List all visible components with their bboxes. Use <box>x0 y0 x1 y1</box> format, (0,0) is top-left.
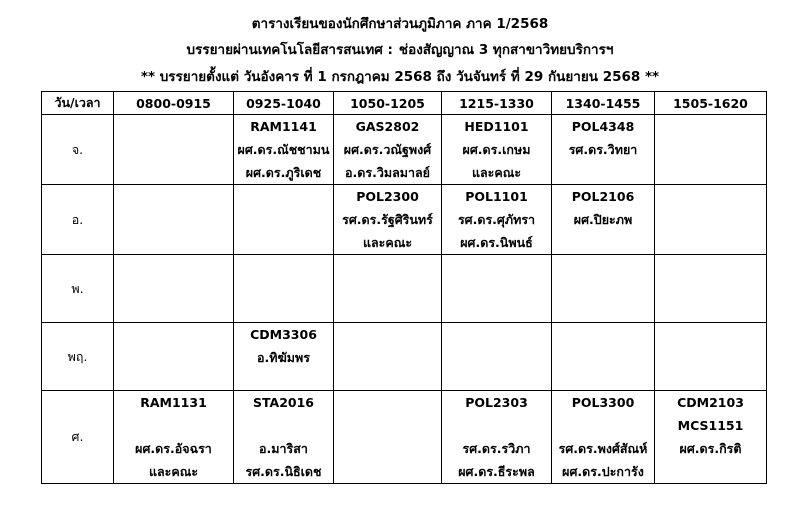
cell-text-line: รศ.ดร.ศุภัทรา <box>457 212 536 227</box>
time-header: 0800-0915 <box>114 92 234 115</box>
course-code: GAS2802 <box>355 119 420 134</box>
course-code: RAM1131 <box>140 395 207 410</box>
cell-text-line: ผศ.ดร.อัจฉรา <box>135 441 212 456</box>
course-code: POL2300 <box>356 189 419 204</box>
date-range-note: ** บรรยายตั้งแต่ วันอังคาร ที่ 1 กรกฎาคม 2568 ถึง วันจันทร์ ที่ 29 กันยายน 2568 ** <box>140 69 660 85</box>
time-header: 0925-1040 <box>234 92 334 115</box>
cell-text-line: อ.ดร.วิมลมาลย์ <box>345 165 430 180</box>
schedule-cell <box>334 323 442 391</box>
time-header: 1340-1455 <box>552 92 655 115</box>
schedule-cell <box>234 115 334 185</box>
schedule-cell <box>552 185 655 255</box>
schedule-cell <box>655 323 767 391</box>
schedule-cell <box>552 115 655 185</box>
day-row <box>42 115 767 185</box>
schedule-cell <box>442 391 552 484</box>
schedule-cell <box>114 323 234 391</box>
schedule-cell <box>114 185 234 255</box>
cell-text-line: ผศ.ดร.นิพนธ์ <box>460 235 533 250</box>
cell-text-line: และคณะ <box>471 165 522 180</box>
course-code: CDM2103 <box>677 395 744 410</box>
channel-value: ช่องสัญญาณ 3 ทุกสาขาวิทยบริการฯ <box>398 42 614 58</box>
schedule-cell <box>552 255 655 323</box>
schedule-cell <box>334 115 442 185</box>
cell-text-line: ผศ.ดร.ปะการัง <box>562 464 644 479</box>
time-header: 1215-1330 <box>442 92 552 115</box>
schedule-cell <box>442 323 552 391</box>
schedule-cell <box>552 391 655 484</box>
page-title: ตารางเรียนของนักศึกษาส่วนภูมิภาค ภาค 1/2568 <box>251 16 549 32</box>
cell-text-line: อ.มาริสา <box>259 441 308 456</box>
schedule-cell <box>334 391 442 484</box>
course-code: POL2303 <box>465 395 528 410</box>
schedule-cell <box>655 391 767 484</box>
schedule-cell <box>114 391 234 484</box>
schedule-cell <box>234 185 334 255</box>
broadcast-channel-line <box>0 38 800 60</box>
schedule-cell <box>234 391 334 484</box>
schedule-cell <box>114 255 234 323</box>
cell-text-line <box>552 414 654 437</box>
time-header: 1050-1205 <box>334 92 442 115</box>
cell-text-line: รศ.ดร.พงศ์สัณห์ <box>558 441 648 456</box>
day-row <box>42 391 767 484</box>
course-code: RAM1141 <box>250 119 317 134</box>
cell-text-line: ผศ.ดร.กิรติ <box>679 441 742 456</box>
cell-text-line: ผศ.ดร.ธีระพล <box>458 464 535 479</box>
day-label: จ. <box>42 115 114 185</box>
header-row <box>42 92 767 115</box>
schedule-cell <box>442 185 552 255</box>
schedule-cell <box>442 255 552 323</box>
cell-text-line <box>114 414 233 437</box>
cell-text-line: ผศ.ปิยะภพ <box>573 212 633 227</box>
course-code: STA2016 <box>252 395 315 410</box>
cell-text-line: ผศ.ดร.ภูริเดช <box>245 165 322 180</box>
schedule-cell <box>234 255 334 323</box>
cell-text-line: ผศ.ดร.ณัชชามน <box>237 142 330 157</box>
cell-text-line: MCS1151 <box>677 418 744 433</box>
course-code: POL4348 <box>571 119 635 134</box>
schedule-cell <box>442 115 552 185</box>
cell-text-line: ผศ.ดร.วณัฐพงศ์ <box>343 142 432 157</box>
cell-text-line: รศ.ดร.นิธิเดช <box>245 464 322 479</box>
day-row <box>42 185 767 255</box>
course-code: POL2106 <box>571 189 635 204</box>
schedule-cell <box>655 255 767 323</box>
course-code: CDM3306 <box>250 327 317 342</box>
day-label: พ. <box>42 255 114 323</box>
time-header: 1505-1620 <box>655 92 767 115</box>
day-label: อ. <box>42 185 114 255</box>
day-label: พฤ. <box>42 323 114 391</box>
cell-text-line <box>234 414 333 437</box>
schedule-table <box>41 91 767 484</box>
schedule-cell <box>114 115 234 185</box>
channel-label: บรรยายผ่านเทคโนโลยีสารสนเทศ : <box>186 42 393 58</box>
cell-text-line: และคณะ <box>148 464 199 479</box>
course-code: POL1101 <box>465 189 528 204</box>
day-row <box>42 323 767 391</box>
cell-text-line <box>442 414 551 437</box>
schedule-cell <box>655 115 767 185</box>
schedule-cell <box>334 255 442 323</box>
course-code: HED1101 <box>464 119 529 134</box>
day-label: ศ. <box>42 391 114 484</box>
cell-text-line: ผศ.ดร.เกษม <box>462 142 531 157</box>
cell-text-line: อ.ทิฆัมพร <box>257 350 310 365</box>
day-row <box>42 255 767 323</box>
cell-text-line: และคณะ <box>362 235 413 250</box>
schedule-cell <box>552 323 655 391</box>
schedule-cell <box>655 185 767 255</box>
cell-text-line: รศ.ดร.วิทยา <box>568 142 638 157</box>
schedule-cell <box>334 185 442 255</box>
schedule-cell <box>234 323 334 391</box>
cell-text-line: รศ.ดร.รวิภา <box>462 441 531 456</box>
course-code: POL3300 <box>571 395 635 410</box>
cell-text-line: รศ.ดร.รัฐศิรินทร์ <box>342 212 433 227</box>
corner-header: วัน/เวลา <box>42 92 114 115</box>
